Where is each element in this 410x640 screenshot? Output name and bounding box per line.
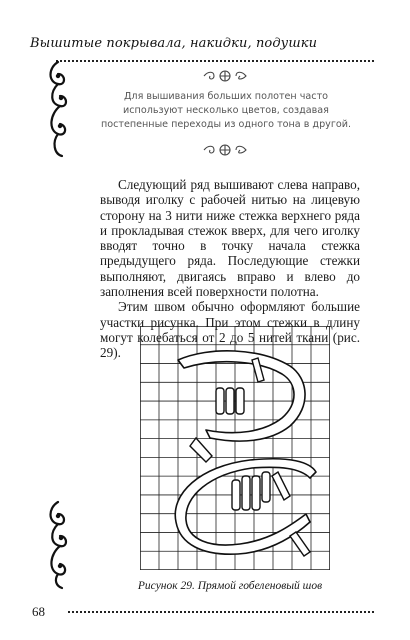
note-ornament-top: [180, 68, 270, 84]
footer-dotted-rule: [68, 611, 374, 613]
vertical-stitches: [216, 388, 270, 510]
flourish-ornament-bottom: [44, 500, 74, 590]
flourish-ornament-top: [44, 60, 74, 160]
paragraph-1: Следующий ряд вышивают слева направо, выводя иголку с рабочей нитью на лицевую сторону на 3 нити ниже стежка верхнего ряда и прокладывая стежок вверх, для чего иголку вводят точно в точку начала стежка предыдущего ряда. Последующие стежки выполняют, двигаясь вправо и влево до заполнения всей поверхности полотна.: [100, 177, 360, 300]
running-head-title: Вышитые покрывала, накидки, подушки: [30, 36, 318, 51]
figure-caption: Рисунок 29. Прямой гобеленовый шов: [137, 580, 323, 592]
figure-29-stitch-diagram: [140, 326, 330, 570]
page-number: 68: [32, 604, 45, 619]
paragraph-2: Этим швом обычно оформляют большие участки рисунка. При этом стежки в длину могут колебаться от 2 до 5 нитей ткани (рис. 29).: [100, 299, 360, 361]
header-dotted-rule: [56, 60, 374, 62]
note-ornament-bottom: [180, 142, 270, 158]
sidebar-note: Для вышивания больших полотен часто используют несколько цветов, создавая постепенные переходы из одного тона в другой.: [100, 91, 352, 130]
